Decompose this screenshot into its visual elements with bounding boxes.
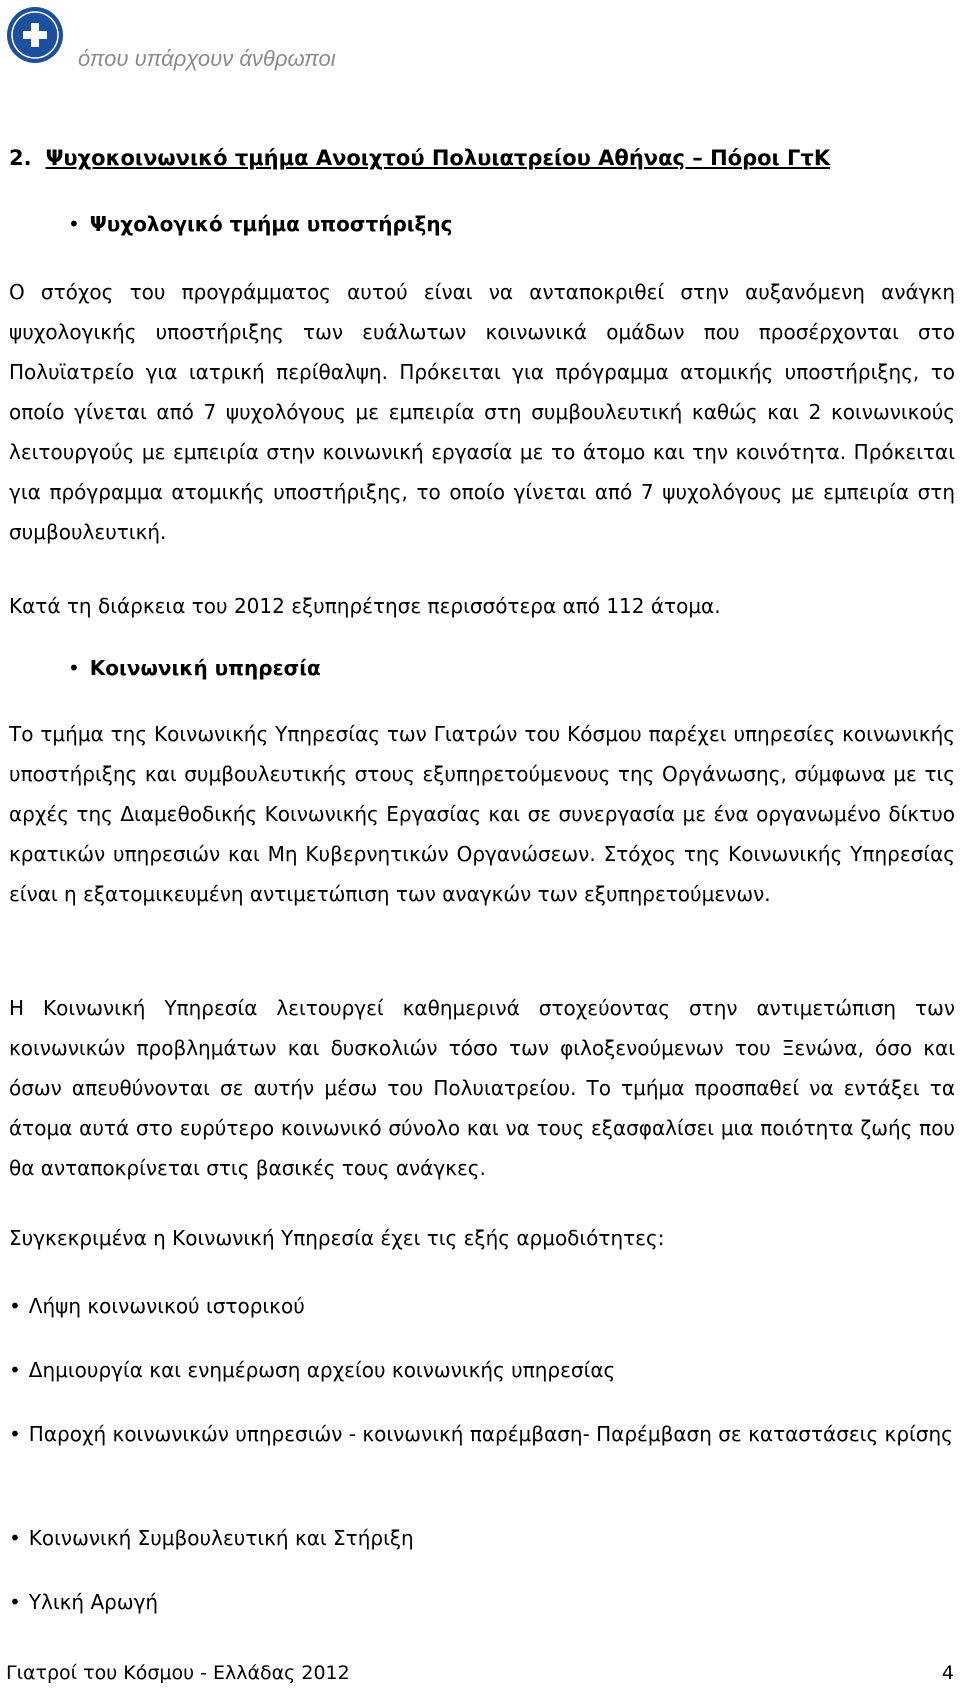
section-title: Ψυχοκοινωνικό τμήμα Ανοιχτού Πολυιατρείου Αθήνας – Πόροι ΓτΚ [45,146,831,170]
list-item: • Υλική Αρωγή [9,1590,159,1614]
psych-heading-text: Ψυχολογικό τμήμα υποστήριξης [89,212,453,236]
bullet-icon: • [68,656,80,680]
bullet-icon: • [9,1590,21,1614]
social-paragraph-2: Η Κοινωνική Υπηρεσία λειτουργεί καθημερινά στοχεύοντας στην αντιμετώπιση των κοινωνικών προβλημάτων και δυσκολιών τόσο των φιλοξενούμενων του Ξενώνα, όσο και όσων απευθύνονται σε αυτήν μέσω του Πολυιατρείου. Το τμήμα προσπαθεί να εντάξει τα άτομα αυτά στο ευρύτερο κοινωνικό σύνολο και να τους εξασφαλίσει μια ποιότητα ζωής που θα ανταποκρίνεται στις βασικές τους ανάγκες. [9,996,955,1180]
social-paragraph-1: Το τμήμα της Κοινωνικής Υπηρεσίας των Γιατρών του Κόσμου παρέχει υπηρεσίες κοινωνικής υποστήριξης και συμβουλευτικής στους εξυπηρετούμενους της Οργάνωσης, σύμφωνα με τις αρχές της Διαμεθοδικής Κοινωνικής Εργασίας και σε συνεργασία με ένα οργανωμένο δίκτυο κρατικών υπηρεσιών και Μη Κυβερνητικών Οργανώσεων. Στόχος της Κοινωνικής Υπηρεσίας είναι η εξατομικευμένη αντιμετώπιση των αναγκών των εξυπηρετούμενων. [9,722,955,906]
social-subheading [68,656,321,680]
social-paragraph-3: Συγκεκριμένα η Κοινωνική Υπηρεσία έχει τις εξής αρμοδιότητες: [9,1226,665,1250]
header-motto: όπου υπάρχουν άνθρωποι [78,46,336,71]
page-number: 4 [941,1662,954,1684]
list-item: • Δημιουργία και ενημέρωση αρχείου κοινωνικής υπηρεσίας [9,1358,616,1382]
page-footer [0,1662,960,1690]
psych-paragraph-1: Ο στόχος του προγράμματος αυτού είναι να ανταποκριθεί στην αυξανόμενη ανάγκη ψυχολογικής υποστήριξης των ευάλωτων κοινωνικά ομάδων που προσέρχονται στο Πολυϊατρείο για ιατρική περίθαλψη. Πρόκειται για πρόγραμμα ατομικής υποστήριξης, το οποίο γίνεται από 7 ψυχολόγους με εμπειρία στη συμβουλευτική καθώς και 2 κοινωνικούς λειτουργούς με εμπειρία στην κοινωνική εργασία με το άτομο και την κοινότητα. Πρόκειται για πρόγραμμα ατομικής υποστήριξης, το οποίο γίνεται από 7 ψυχολόγους με εμπειρία στη συμβουλευτική. [9,280,955,544]
organization-logo [6,6,64,64]
bullet-icon: • [9,1422,21,1446]
list-item: • Παροχή κοινωνικών υπηρεσιών - κοινωνική παρέμβαση- Παρέμβαση σε καταστάσεις κρίσης [9,1422,953,1446]
list-item: • Λήψη κοινωνικού ιστορικού [9,1294,305,1318]
list-item: • Κοινωνική Συμβουλευτική και Στήριξη [9,1526,414,1550]
bullet-icon: • [9,1526,21,1550]
psych-paragraph-2: Κατά τη διάρκεια του 2012 εξυπηρέτησε περισσότερα από 112 άτομα. [9,594,721,618]
footer-org: Γιατροί του Κόσμου - Ελλάδας 2012 [6,1662,350,1684]
bullet-icon: • [9,1358,21,1382]
psych-subheading [68,212,452,236]
section-number: 2. [9,146,32,170]
section-heading [9,146,830,170]
bullet-icon: • [68,212,80,236]
social-heading-text: Κοινωνική υπηρεσία [89,656,321,680]
bullet-icon: • [9,1294,21,1318]
